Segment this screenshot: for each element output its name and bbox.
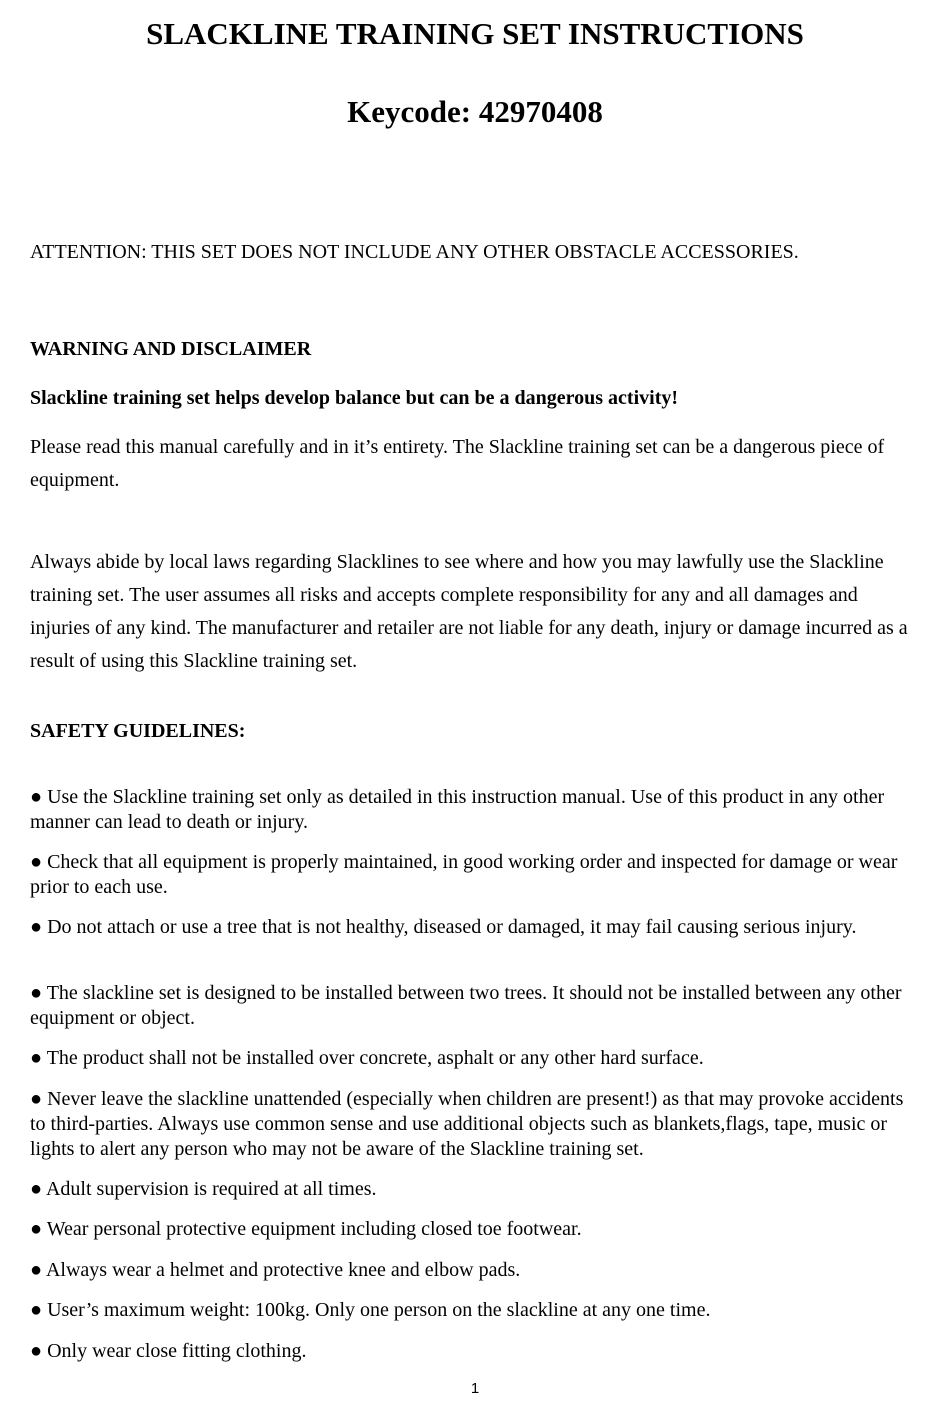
- bullet-item: ● Use the Slackline training set only as detailed in this instruction manual. Use of this product in any other manner can lead to death or injury.: [30, 786, 885, 833]
- bullet-item: ● Adult supervision is required at all times.: [30, 1178, 377, 1200]
- document-title: SLACKLINE TRAINING SET INSTRUCTIONS: [146, 16, 804, 51]
- bullet-item: ● Only wear close fitting clothing.: [30, 1340, 307, 1362]
- paragraph-disclaimer: Always abide by local laws regarding Slacklines to see where and how you may lawfully use the Slackline training set. The user assumes all risks and accepts complete responsibility for any and all damages and injuries of any kind. The manufacturer and retailer are not liable for any death, injury or damage incurred as a result of using this Slackline training set.: [30, 551, 908, 672]
- bullet-item: ● Never leave the slackline unattended (especially when children are present!) as that may provoke accidents to third-parties. Always use common sense and use additional objects such as blankets,flags, tape, music or lights to alert any person who may not be aware of the Slackline training set.: [30, 1088, 904, 1160]
- warning-statement: Slackline training set helps develop balance but can be a dangerous activity!: [30, 387, 679, 409]
- bullet-item: ● Wear personal protective equipment including closed toe footwear.: [30, 1218, 582, 1240]
- attention-note: ATTENTION: THIS SET DOES NOT INCLUDE ANY OTHER OBSTACLE ACCESSORIES.: [30, 241, 799, 263]
- safety-heading: SAFETY GUIDELINES:: [30, 720, 246, 742]
- warning-heading: WARNING AND DISCLAIMER: [30, 338, 312, 360]
- keycode: Keycode: 42970408: [347, 94, 603, 129]
- bullet-item: ● Check that all equipment is properly maintained, in good working order and inspected for damage or wear prior to each use.: [30, 851, 898, 898]
- bullet-item: ● Do not attach or use a tree that is not healthy, diseased or damaged, it may fail causing serious injury.: [30, 916, 857, 938]
- bullet-item: ● Always wear a helmet and protective knee and elbow pads.: [30, 1259, 521, 1281]
- bullet-item: ● User’s maximum weight: 100kg. Only one person on the slackline at any one time.: [30, 1299, 711, 1321]
- paragraph-manual: Please read this manual carefully and in it’s entirety. The Slackline training set can be a dangerous piece of equipment.: [30, 436, 885, 491]
- bullet-item: ● The product shall not be installed over concrete, asphalt or any other hard surface.: [30, 1047, 704, 1069]
- page-number: 1: [470, 1380, 480, 1397]
- bullet-item: ● The slackline set is designed to be installed between two trees. It should not be installed between any other equipment or object.: [30, 982, 902, 1029]
